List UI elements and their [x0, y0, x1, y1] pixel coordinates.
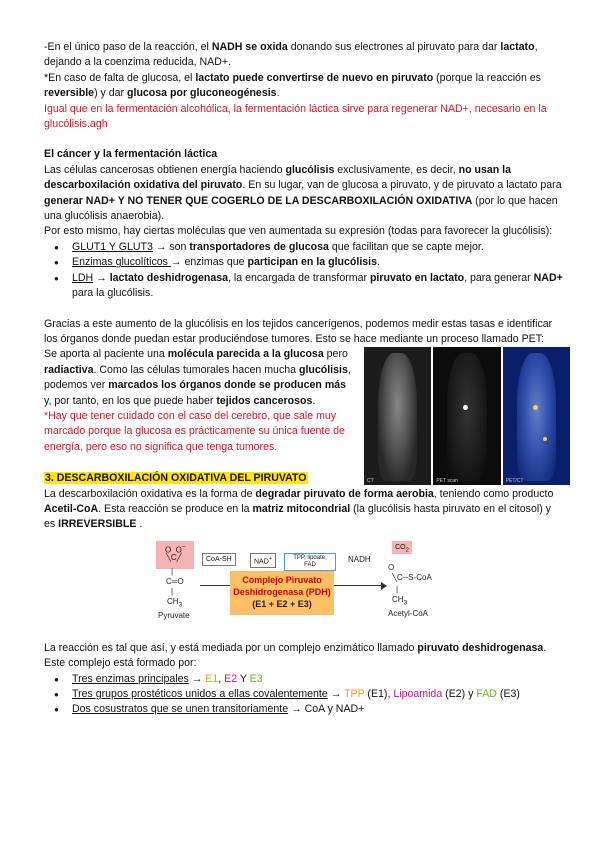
ct-scan-panel: CT [364, 347, 431, 485]
list-item: ● LDH → lactato deshidrogenasa, la encargada de transformar piruvato en lactato, para generar NAD+ para la glucólisis. [72, 271, 564, 302]
pet-red-note: *Hay que tener cuidado con el caso del cerebro, que sale muy marcado porque la glucosa es prácticamente su única fuente de energía, pero eso no significa que tenga tumores. [44, 409, 345, 453]
nadh-label: NADH [348, 554, 371, 564]
pet-text: Se aporta al paciente una molécula parecida a la glucosa pero radiactiva. Como las células tumorales hacen mucha glucólisis, podemos ver marcados los órganos donde se producen más y, por tanto, en los que puede haber tejidos cancerosos. *Hay que tener cuidado con el caso del cerebro, que sale muy marcado porque la glucosa es prácticamente su única fuente de energía, pero eso no significa que tenga tumores. [44, 347, 354, 455]
co2-product: $CO_2$ [392, 541, 412, 554]
section-3-title: 3. DESCARBOXILACIÓN OXIDATIVA DEL PIRUVATO [45, 472, 307, 485]
cancer-heading: El cáncer y la fermentación láctica [44, 148, 218, 161]
list-item: ● Tres enzimas principales → E1, E2 Y E3 [72, 672, 564, 687]
list-item: ● Dos cosustratos que se unen transitoriamente → CoA y NAD+ [72, 702, 564, 717]
coa-sh-label: CoA-SH [202, 553, 236, 566]
list-item: ● Tres grupos prostéticos unidos a ellas covalentemente → TPP (E1), Lipoamida (E2) y FAD (E3) [72, 687, 564, 702]
pyruvate-label: Pyruvate [158, 610, 190, 620]
cancer-paragraph: Las células cancerosas obtienen energía haciendo glucólisis exclusivamente, es decir, no usan la descarboxilación oxidativa del piruvato. En su lugar, van de glucosa a piruvato, y de piruvato a lactato para generar NAD+ Y NO TENER QUE COGERLO DE LA DESCARBOXILACIÓN OXIDATIVA (por lo que hacen una glucólisis anaerobia). [44, 163, 562, 223]
pdh-reaction-diagram: O O− ╲C╱ | C═O | $CH_3$ Pyruvate CoA-SH NAD+ TPP, lipoate, FAD NADH Complejo Piruvato Deshidrogenasa (PDH) (E1 + E2 + E3) $CO_2$ O ╲C─S-CoA | $CH_3$ Acetyl-CoA [156, 541, 456, 625]
paragraph-nadh: -En el único paso de la reacción, el NADH se oxida donando sus electrones al piruvato para dar lactato, dejando a la coenzima reducida, NAD+. [44, 41, 538, 69]
pet-intro: Gracias a este aumento de la glucólisis en los tejidos cancerígenos, podemos medir estas tasas e identificar los órganos donde puedan estar produciéndose tumores. Esto se hace mediante un proceso llamado PET: [44, 317, 553, 345]
list-item: ● GLUT1 Y GLUT3 → son transportadores de glucosa que facilitan que se capte mejor. [72, 240, 564, 255]
pdh-paragraph: La reacción es tal que así, y está mediada por un complejo enzimático llamado piruvato deshidrogenasa. Este complejo está formado por: [44, 641, 547, 670]
pet-scan-panel: PET scan [433, 347, 500, 485]
acetyl-coa-label: Acetyl-CoA [388, 608, 429, 618]
nad-label: NAD+ [250, 553, 276, 568]
document-page [44, 40, 564, 718]
pet-scan-image [364, 347, 570, 485]
cancer-bullet-list [44, 240, 564, 302]
paragraph-red-note: Igual que en la fermentación alcohólica, la fermentación láctica sirve para regenerar NAD+, necesario en la glucólisis.agh [44, 102, 547, 131]
list-item: ● Enzimas glucolíticos → enzimas que participan en la glucólisis. [72, 255, 564, 270]
cancer-paragraph-2: Por esto mismo, hay ciertas moléculas que ven aumentada su expresión (todas para favorecer la glucólisis): [44, 225, 553, 238]
pdh-bullet-list [44, 672, 564, 718]
cofactors-label: TPP, lipoate, FAD [284, 553, 336, 571]
pdh-complex-box: Complejo Piruvato Deshidrogenasa (PDH) (E1 + E2 + E3) [230, 571, 334, 615]
paragraph-gluconeogenesis: *En caso de falta de glucosa, el lactato puede convertirse de nuevo en piruvato (porque la reacción es reversible) y dar glucosa por gluconeogénesis. [44, 71, 541, 100]
pet-ct-scan-panel: PET/CT [503, 347, 570, 485]
section-3-paragraph: La descarboxilación oxidativa es la forma de degradar piruvato de forma aerobia, teniendo como producto Acetil-CoA. Esta reacción se produce en la matriz mitocondrial (la glucólisis hasta piruvato en el citosol) y es IRREVERSIBLE . [44, 487, 554, 531]
